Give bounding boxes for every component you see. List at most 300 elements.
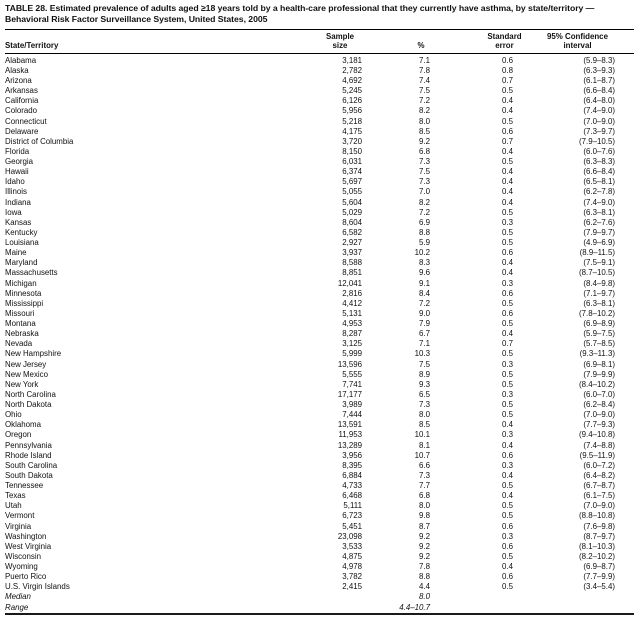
table-row [5,360,634,370]
state-cell: Washington [5,531,47,541]
standard-error-cell: 0.4 [502,329,513,339]
table-row [5,268,634,278]
table-row [5,592,634,602]
percent-cell: 8.7 [419,521,430,531]
standard-error-cell: 0.4 [502,470,513,480]
percent-cell: 8.5 [419,126,430,136]
state-cell: Missouri [5,308,35,318]
standard-error-cell: 0.4 [502,177,513,187]
table-row [5,309,634,319]
table-row [5,289,634,299]
table-row [5,258,634,268]
percent-cell: 5.9 [419,238,430,248]
sample-size-cell: 5,604 [342,197,362,207]
sample-size-cell: 3,720 [342,136,362,146]
percent-cell: 7.3 [419,157,430,167]
confidence-interval-cell: (7.3–9.7) [583,126,615,136]
sample-size-cell: 4,875 [342,551,362,561]
percent-cell: 9.3 [419,379,430,389]
state-cell: Alabama [5,55,37,65]
confidence-interval-cell: (7.9–9.9) [583,369,615,379]
confidence-interval-cell: (6.0–7.6) [583,146,615,156]
confidence-interval-cell: (6.5–8.1) [583,177,615,187]
header-label: error [495,41,514,51]
table-title: TABLE 28. Estimated prevalence of adults aged ≥18 years told by a health-care professional that they currently have asthma, by state/territory — Behavioral Risk Factor Surveillance System, United States, 2005 [5,3,595,24]
sample-size-cell: 6,582 [342,227,362,237]
percent-cell: 7.8 [419,562,430,572]
confidence-interval-cell: (6.0–7.0) [583,389,615,399]
sample-size-cell: 4,175 [342,126,362,136]
table-row [5,53,634,66]
confidence-interval-cell: (6.2–8.4) [583,400,615,410]
table-row [5,147,634,157]
sample-size-cell: 3,782 [342,572,362,582]
standard-error-cell: 0.5 [502,227,513,237]
state-cell: Florida [5,146,30,156]
percent-cell: 6.7 [419,329,430,339]
percent-cell: 9.2 [419,136,430,146]
standard-error-cell: 0.7 [502,339,513,349]
standard-error-cell: 0.3 [502,430,513,440]
confidence-interval-cell: (6.9–8.1) [583,359,615,369]
standard-error-cell: 0.5 [502,582,513,592]
sample-size-cell: 6,374 [342,167,362,177]
table-row [5,542,634,552]
state-cell: New Hampshire [5,349,62,359]
percent-cell: 8.4 [419,288,430,298]
sample-size-cell: 6,126 [342,96,362,106]
percent-cell: 8.0 [419,116,430,126]
sample-size-cell: 2,927 [342,238,362,248]
table-row [5,461,634,471]
standard-error-cell: 0.4 [502,491,513,501]
percent-cell: 9.1 [419,278,430,288]
table-row [5,187,634,197]
confidence-interval-cell: (7.0–9.0) [583,116,615,126]
confidence-interval-cell: (9.4–10.8) [579,430,615,440]
table-row [5,339,634,349]
state-cell: Arizona [5,76,32,86]
confidence-interval-cell: (6.7–8.7) [583,481,615,491]
percent-cell: 7.1 [419,55,430,65]
standard-error-cell: 0.5 [502,551,513,561]
state-cell: Maine [5,248,27,258]
percent-cell: 7.3 [419,400,430,410]
state-cell: District of Columbia [5,136,74,146]
table-row [5,299,634,309]
sample-size-cell: 8,851 [342,268,362,278]
percent-cell: 9.0 [419,308,430,318]
standard-error-cell: 0.5 [502,238,513,248]
confidence-interval-cell: (8.2–10.2) [579,551,615,561]
state-cell: South Carolina [5,460,58,470]
table-row [5,238,634,248]
confidence-interval-cell [517,592,634,602]
confidence-interval-cell: (7.7–9.9) [583,572,615,582]
confidence-interval-cell: (6.2–7.8) [583,187,615,197]
percent-cell: 9.8 [419,511,430,521]
table-row [5,390,634,400]
confidence-interval-cell: (3.4–5.4) [583,582,615,592]
state-cell: Oklahoma [5,420,41,430]
table-row [5,572,634,582]
standard-error-cell: 0.5 [502,116,513,126]
sample-size-cell: 5,999 [342,349,362,359]
column-header-confidence-interval [517,29,634,53]
sample-size-cell: 2,415 [342,582,362,592]
table-row [5,76,634,86]
state-cell: Michigan [5,278,37,288]
confidence-interval-cell: (8.4–9.8) [583,278,615,288]
sample-size-cell: 3,125 [342,339,362,349]
state-cell: Nebraska [5,329,39,339]
standard-error-cell: 0.6 [502,541,513,551]
percent-cell: 7.3 [419,177,430,187]
sample-size-cell: 2,816 [342,288,362,298]
confidence-interval-cell: (7.1–9.7) [583,288,615,298]
confidence-interval-cell: (6.3–8.1) [583,298,615,308]
standard-error-cell: 0.5 [502,369,513,379]
standard-error-cell: 0.4 [502,562,513,572]
state-cell: New York [5,379,39,389]
table-body [5,53,634,613]
confidence-interval-cell: (8.7–9.7) [583,531,615,541]
state-cell: West Virginia [5,541,52,551]
standard-error-cell: 0.6 [502,288,513,298]
sample-size-cell: 4,953 [342,319,362,329]
sample-size-cell: 17,177 [337,389,362,399]
standard-error-cell: 0.4 [502,167,513,177]
sample-size-cell: 3,937 [342,248,362,258]
percent-cell: 9.2 [419,541,430,551]
sample-size-cell: 6,468 [342,491,362,501]
table-row [5,481,634,491]
sample-size-cell [302,592,366,602]
table-row [5,208,634,218]
sample-size-cell: 5,131 [342,308,362,318]
standard-error-cell: 0.5 [502,319,513,329]
state-cell: Mississippi [5,298,44,308]
sample-size-cell: 6,884 [342,470,362,480]
confidence-interval-cell: (6.3–8.1) [583,207,615,217]
table-row [5,218,634,228]
state-cell: Georgia [5,157,34,167]
confidence-interval-cell: (7.7–9.3) [583,420,615,430]
sample-size-cell: 3,956 [342,450,362,460]
confidence-interval-cell: (6.0–7.2) [583,460,615,470]
table-row [5,420,634,430]
state-cell: Arkansas [5,86,38,96]
state-cell: Illinois [5,187,27,197]
sample-size-cell: 6,031 [342,157,362,167]
sample-size-cell: 13,591 [337,420,362,430]
percent-cell: 6.6 [419,460,430,470]
standard-error-cell: 0.5 [502,207,513,217]
sample-size-cell: 5,111 [343,501,362,511]
table-row [5,451,634,461]
standard-error-cell: 0.5 [502,481,513,491]
sample-size-cell: 4,978 [342,562,362,572]
table-row [5,248,634,258]
sample-size-cell: 8,395 [342,460,362,470]
percent-cell: 8.0 [419,592,430,602]
confidence-interval-cell: (7.9–9.7) [583,227,615,237]
sample-size-cell: 12,041 [337,278,362,288]
state-cell: Massachusetts [5,268,58,278]
standard-error-cell: 0.3 [502,460,513,470]
percent-cell: 7.2 [419,96,430,106]
state-cell: Tennessee [5,481,44,491]
confidence-interval-cell: (7.9–10.5) [579,136,615,146]
sample-size-cell: 11,953 [338,430,362,440]
table-row [5,532,634,542]
percent-cell: 8.0 [419,410,430,420]
header-label: 95% Confidence [547,31,608,41]
confidence-interval-cell: (6.4–8.2) [583,470,615,480]
confidence-interval-cell: (8.8–10.8) [579,511,615,521]
column-header-sample-size [302,29,366,53]
confidence-interval-cell [517,603,634,614]
standard-error-cell: 0.8 [502,65,513,75]
standard-error-cell [434,603,517,614]
standard-error-cell: 0.6 [502,450,513,460]
state-cell: Colorado [5,106,38,116]
confidence-interval-cell: (6.9–8.7) [583,562,615,572]
percent-cell: 8.3 [419,258,430,268]
standard-error-cell: 0.4 [502,197,513,207]
confidence-interval-cell: (7.4–9.0) [583,106,615,116]
confidence-interval-cell: (6.4–8.0) [583,96,615,106]
table-row [5,349,634,359]
table-row [5,167,634,177]
state-cell: Vermont [5,511,35,521]
confidence-interval-cell: (7.8–10.2) [579,308,615,318]
sample-size-cell: 7,444 [342,410,362,420]
state-cell: Iowa [5,207,22,217]
percent-cell: 6.5 [419,389,430,399]
standard-error-cell: 0.3 [502,278,513,288]
standard-error-cell: 0.5 [502,298,513,308]
confidence-interval-cell: (6.2–7.6) [583,217,615,227]
table-row [5,370,634,380]
table-row [5,380,634,390]
state-cell: Wyoming [5,562,38,572]
state-cell: Kentucky [5,227,38,237]
sample-size-cell: 4,692 [342,76,362,86]
table-row [5,319,634,329]
confidence-interval-cell: (6.3–9.3) [583,65,615,75]
table-row [5,491,634,501]
sample-size-cell: 13,289 [337,440,362,450]
table-row [5,177,634,187]
standard-error-cell: 0.7 [502,136,513,146]
percent-cell: 7.1 [419,339,430,349]
header-label: % [417,41,425,51]
standard-error-cell: 0.5 [502,349,513,359]
state-cell: Range [5,602,29,612]
confidence-interval-cell: (6.6–8.4) [583,86,615,96]
table-row [5,66,634,76]
state-cell: Ohio [5,410,22,420]
table-row [5,603,634,614]
state-cell: Alaska [5,65,29,75]
standard-error-cell: 0.7 [502,76,513,86]
sample-size-cell: 5,029 [342,207,362,217]
sample-size-cell: 7,741 [342,379,362,389]
confidence-interval-cell: (7.0–9.0) [583,410,615,420]
table-row [5,522,634,532]
standard-error-cell: 0.4 [502,187,513,197]
sample-size-cell: 4,412 [342,298,362,308]
state-cell: Oregon [5,430,32,440]
table-row [5,441,634,451]
percent-cell: 7.0 [419,187,430,197]
percent-cell: 6.8 [419,146,430,156]
confidence-interval-cell: (7.0–9.0) [583,501,615,511]
sample-size-cell: 3,181 [342,55,362,65]
percent-cell: 7.5 [419,86,430,96]
table-row [5,501,634,511]
percent-cell: 8.0 [419,501,430,511]
percent-cell: 7.8 [419,65,430,75]
confidence-interval-cell: (8.9–11.5) [579,248,615,258]
table-row [5,157,634,167]
sample-size-cell: 3,533 [342,541,362,551]
percent-cell: 4.4–10.7 [399,602,430,612]
table-row [5,430,634,440]
confidence-interval-cell: (9.3–11.3) [579,349,615,359]
state-cell: Median [5,592,31,602]
standard-error-cell: 0.3 [502,217,513,227]
confidence-interval-cell: (5.7–8.5) [583,339,615,349]
standard-error-cell: 0.6 [502,55,513,65]
standard-error-cell: 0.4 [502,258,513,268]
table-row [5,86,634,96]
sample-size-cell: 13,596 [337,359,362,369]
state-cell: Indiana [5,197,31,207]
confidence-interval-cell: (6.6–8.4) [583,167,615,177]
percent-cell: 7.9 [419,319,430,329]
table-row [5,117,634,127]
standard-error-cell: 0.5 [502,400,513,410]
sample-size-cell: 4,733 [342,481,362,491]
state-cell: Maryland [5,258,38,268]
table-row [5,471,634,481]
state-cell: Hawaii [5,167,29,177]
header-row [5,29,634,53]
percent-cell: 8.8 [419,572,430,582]
standard-error-cell: 0.3 [502,389,513,399]
standard-error-cell: 0.4 [502,146,513,156]
percent-cell: 10.3 [414,349,430,359]
percent-cell: 7.2 [419,298,430,308]
table-row [5,127,634,137]
confidence-interval-cell: (8.1–10.3) [579,541,615,551]
state-cell: Kansas [5,217,32,227]
percent-cell: 9.2 [419,551,430,561]
column-header-state-territory [5,29,302,53]
percent-cell: 9.2 [419,531,430,541]
percent-cell: 8.2 [419,197,430,207]
standard-error-cell: 0.4 [502,440,513,450]
confidence-interval-cell: (4.9–6.9) [583,238,615,248]
confidence-interval-cell: (6.1–7.5) [583,491,615,501]
confidence-interval-cell: (8.7–10.5) [579,268,615,278]
standard-error-cell: 0.4 [502,96,513,106]
confidence-interval-cell: (8.4–10.2) [579,379,615,389]
confidence-interval-cell: (7.6–9.8) [583,521,615,531]
table-header [5,29,634,53]
standard-error-cell: 0.3 [502,531,513,541]
standard-error-cell: 0.6 [502,308,513,318]
table-row [5,137,634,147]
state-cell: Puerto Rico [5,572,47,582]
standard-error-cell: 0.6 [502,572,513,582]
header-label: interval [563,41,592,51]
standard-error-cell: 0.5 [502,410,513,420]
standard-error-cell: 0.3 [502,359,513,369]
state-cell: Texas [5,491,26,501]
sample-size-cell: 5,555 [342,369,362,379]
state-cell: California [5,96,39,106]
confidence-interval-cell: (5.9–8.3) [583,55,615,65]
table-row [5,96,634,106]
state-cell: Louisiana [5,238,39,248]
standard-error-cell: 0.4 [502,268,513,278]
header-label: Standard [487,31,522,41]
state-cell: Wisconsin [5,551,41,561]
state-cell: New Mexico [5,369,48,379]
percent-cell: 7.2 [419,207,430,217]
sample-size-cell: 8,604 [342,217,362,227]
percent-cell: 4.4 [419,582,430,592]
sample-size-cell: 6,723 [342,511,362,521]
percent-cell: 8.8 [419,227,430,237]
state-cell: Virginia [5,521,32,531]
table-row [5,562,634,572]
sample-size-cell: 5,055 [342,187,362,197]
percent-cell: 10.1 [414,430,430,440]
percent-cell: 8.5 [419,420,430,430]
standard-error-cell: 0.4 [502,420,513,430]
sample-size-cell: 5,956 [342,106,362,116]
state-cell: Montana [5,319,36,329]
percent-cell: 6.9 [419,217,430,227]
table-row [5,329,634,339]
column-header-percent [366,29,434,53]
table-row [5,511,634,521]
standard-error-cell: 0.4 [502,106,513,116]
table-row [5,106,634,116]
sample-size-cell: 3,989 [342,400,362,410]
table-row [5,228,634,238]
percent-cell: 9.6 [419,268,430,278]
standard-error-cell: 0.6 [502,126,513,136]
percent-cell: 10.2 [414,248,430,258]
standard-error-cell: 0.5 [502,511,513,521]
sample-size-cell: 8,287 [342,329,362,339]
table-row [5,400,634,410]
sample-size-cell: 5,218 [342,116,362,126]
table-row [5,410,634,420]
state-cell: New Jersey [5,359,47,369]
percent-cell: 10.7 [414,450,430,460]
state-cell: Rhode Island [5,450,52,460]
sample-size-cell: 8,150 [342,146,362,156]
confidence-interval-cell: (7.4–8.8) [583,440,615,450]
percent-cell: 8.1 [419,440,430,450]
confidence-interval-cell: (6.9–8.9) [583,319,615,329]
